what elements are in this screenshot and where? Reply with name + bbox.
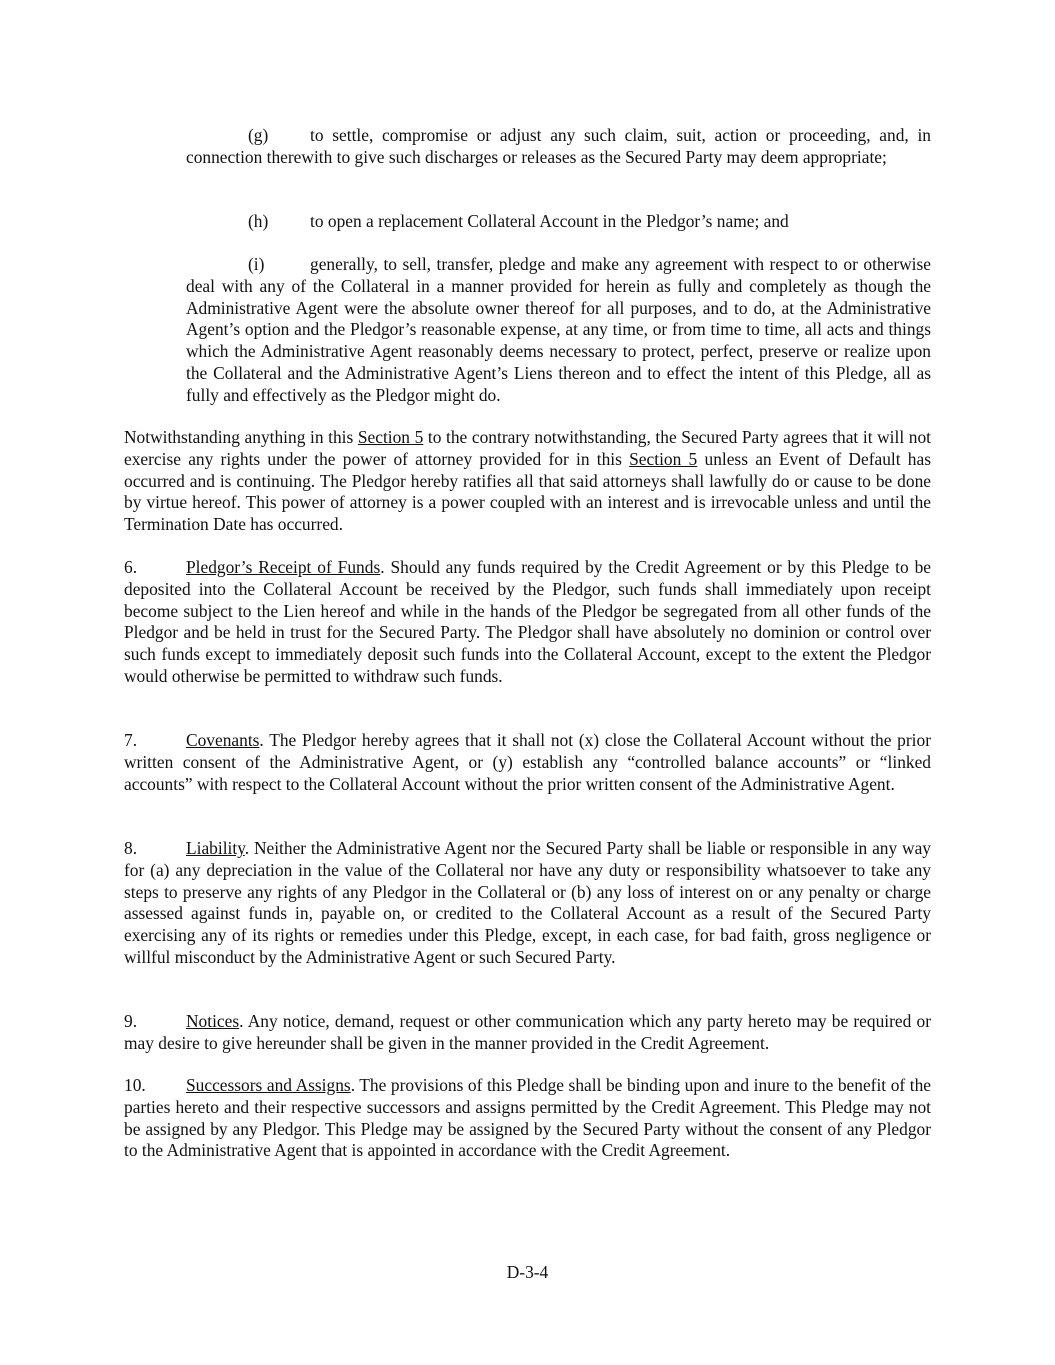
section-8 [124,838,931,969]
paragraph-text: unless an Event of Default has occurred and is continuing. The Pledgor hereby ratifies all that said attorneys shall lawfully do or cause to be done by virtue hereof. This power of attorney is a power coupled with an interest and is irrevocable unless and until the Termination Date has occurred. [124,448,931,535]
section-reference: Section 5 [357,427,424,447]
paragraph-text: to the contrary notwithstanding, the Secured Party agrees that it will not exercise any rights under the power of attorney provided for in this [124,427,931,469]
section-6 [124,557,931,688]
subclause-label: (g) [248,125,269,145]
section-heading: Pledgor’s Receipt of Funds [186,557,381,577]
section-number: 7. [124,730,138,750]
subclause-i [186,254,931,407]
section-number: 6. [124,557,138,577]
section-7 [124,730,931,795]
section-9 [124,1011,931,1055]
subclause-h [186,211,931,233]
subclause-label: (i) [248,254,265,274]
section-number: 10. [124,1075,146,1095]
section-heading: Successors and Assigns [186,1075,351,1095]
section-text: . The provisions of this Pledge shall be binding upon and inure to the benefit of the parties hereto and their respective successors and assigns permitted by the Credit Agreement. This Pledge may not be assigned by any Pledgor. This Pledge may be assigned by the Secured Party without the consent of any Pledgor to the Administrative Agent that is appointed in accordance with the Credit Agreement. [124,1075,932,1161]
subclause-g [186,125,931,169]
paragraph-text: Notwithstanding anything in this [124,427,358,447]
section-heading: Liability [186,838,245,858]
section-number: 8. [124,838,138,858]
section-reference: Section 5 [629,448,698,469]
section-text: . The Pledgor hereby agrees that it shall not (x) close the Collateral Account without the prior written consent of the Administrative Agent, or (y) establish any “controlled balance accounts” or “linked accounts” with respect to the Collateral Account without the prior written consent of the Administrative Agent. [124,730,931,794]
notwithstanding-paragraph [124,427,931,536]
section-heading: Notices [186,1011,240,1031]
section-number: 9. [124,1011,138,1031]
section-heading: Covenants [186,730,260,750]
section-10 [124,1075,931,1162]
subclause-text: to settle, compromise or adjust any such claim, suit, action or proceeding, and, in connection therewith to give such discharges or releases as the Secured Party may deem appropriate; [186,125,931,167]
subclause-label: (h) [248,211,269,231]
section-text: . Should any funds required by the Credit Agreement or by this Pledge to be deposited into the Collateral Account be received by the Pledgor, such funds shall immediately upon receipt become subject to the Lien hereof and while in the hands of the Pledgor be segregated from all other funds of the Pledgor and be held in trust for the Secured Party. The Pledgor shall have absolutely no dominion or control over such funds except to immediately deposit such funds into the Collateral Account, except to the extent the Pledgor would otherwise be permitted to withdraw such funds. [124,557,932,686]
page-number: D-3-4 [506,1262,549,1282]
section-text: . Any notice, demand, request or other communication which any party hereto may be required or may desire to give hereunder shall be given in the manner provided in the Credit Agreement. [124,1011,931,1053]
section-text: . Neither the Administrative Agent nor the Secured Party shall be liable or responsible in any way for (a) any depreciation in the value of the Collateral nor have any duty or responsibility whatsoever to take any steps to preserve any rights of any Pledgor in the Collateral or (b) any loss of interest on or any penalty or charge assessed against funds in, payable on, or credited to the Collateral Account as a result of the Secured Party exercising any of its rights or remedies under this Pledge, except, in each case, for bad faith, gross negligence or willful misconduct by the Administrative Agent or such Secured Party. [124,838,931,967]
subclause-text: generally, to sell, transfer, pledge and make any agreement with respect to or otherwise deal with any of the Collateral in a manner provided for herein as fully and completely as though the Administrative Agent were the absolute owner thereof for all purposes, and to do, at the Administrative Agent’s option and the Pledgor’s reasonable expense, at any time, or from time to time, all acts and things which the Administrative Agent reasonably deems necessary to protect, perfect, preserve or realize upon the Collateral and the Administrative Agent’s Liens thereon and to effect the intent of this Pledge, all as fully and effectively as the Pledgor might do. [186,254,931,405]
subclause-text: to open a replacement Collateral Account in the Pledgor’s name; and [310,211,789,231]
